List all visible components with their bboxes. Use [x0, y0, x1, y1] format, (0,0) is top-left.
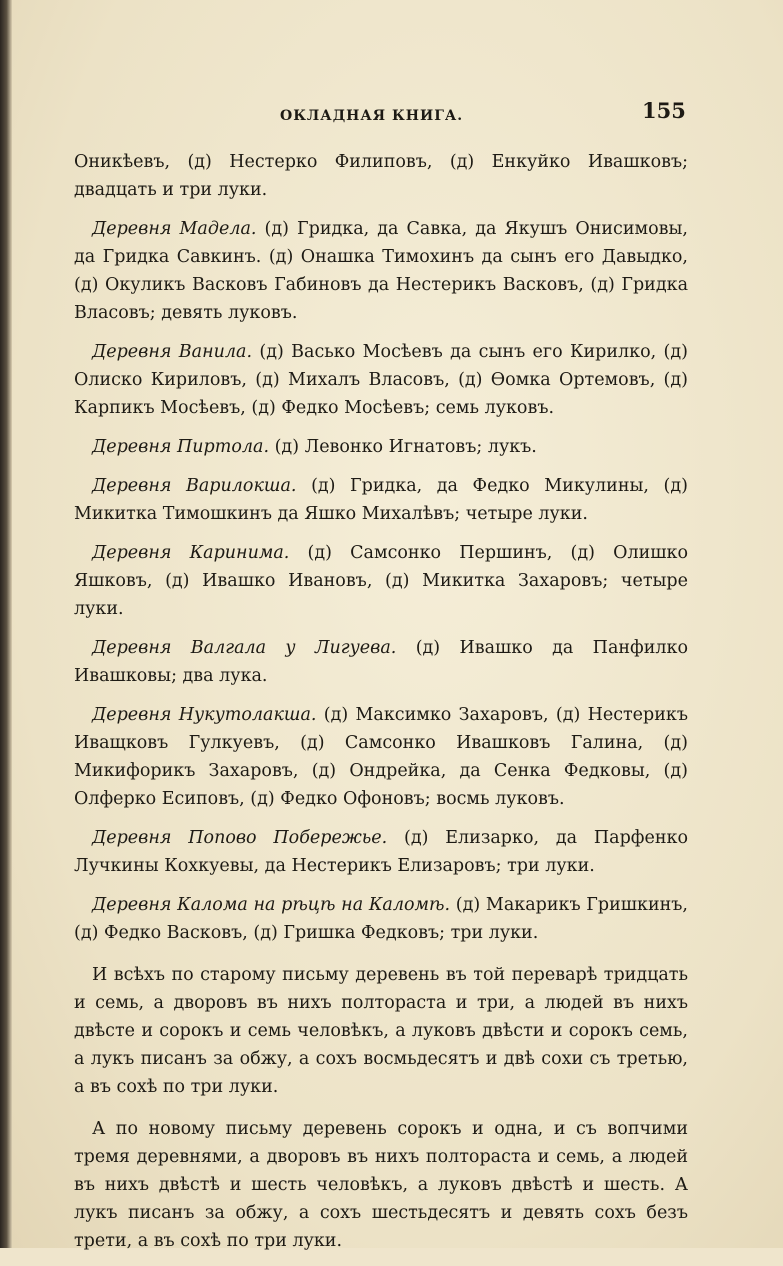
- paragraph: [74, 961, 688, 1101]
- paragraph: [74, 824, 688, 880]
- page-number: 155: [642, 98, 686, 123]
- paragraph-text: (д) Макарикъ Гришкинъ, (д) Федко Васковъ, (д) Гришка Федковъ; три луки.: [74, 895, 688, 943]
- village-name: Деревня Попово Побережье.: [92, 828, 388, 848]
- paragraph: [74, 891, 688, 947]
- paragraph: [74, 1115, 688, 1255]
- paragraph: [74, 338, 688, 422]
- paragraph: [74, 539, 688, 623]
- village-name: Деревня Валгала у Лигуева.: [92, 638, 397, 658]
- village-name: Деревня Каринима.: [92, 543, 290, 563]
- paragraph-text: (д) Васько Мосѣевъ да сынъ его Кирилко, (д) Олиско Кириловъ, (д) Михалъ Власовъ, (д) Ѳомка Ортемовъ, (д) Карпикъ Мосѣевъ, (д) Федко Мосѣевъ; семь луковъ.: [74, 342, 688, 418]
- paragraph-text: (д) Гридка, да Савка, да Якушъ Онисимовы, да Гридка Савкинъ. (д) Онашка Тимохинъ да сынъ его Давыдко, (д) Окуликъ Васковъ Габиновъ да Нестерикъ Васковъ, (д) Гридка Власовъ; девять луковъ.: [74, 219, 688, 323]
- village-name: Деревня Мадела.: [92, 219, 257, 239]
- paragraph: [74, 433, 688, 461]
- village-name: Деревня Пиртола.: [92, 437, 270, 457]
- paragraph: [74, 215, 688, 327]
- paragraph-text: (д) Левонко Игнатовъ; лукъ.: [274, 437, 537, 457]
- paragraph: [74, 701, 688, 813]
- village-name: Деревня Нукутолакша.: [92, 705, 317, 725]
- paragraph-text: А по новому письму деревень сорокъ и одна, и съ вопчими тремя деревнями, а дворовъ въ нихъ полтораста и семь, а людей въ нихъ двѣстѣ и шесть человѣкъ, а луковъ двѣстѣ и шесть. А лукъ писанъ за обжу, а сохъ шестьдесятъ и девять сохъ безъ трети, а въ сохѣ по три луки.: [74, 1119, 688, 1251]
- paragraph-text: (д) Самсонко Першинъ, (д) Олишко Яшковъ, (д) Ивашко Ивановъ, (д) Микитка Захаровъ; четыре луки.: [74, 543, 688, 619]
- paragraph: [74, 634, 688, 690]
- paragraph-text: (д) Гридка, да Федко Микулины, (д) Микитка Тимошкинъ да Яшко Михалѣвъ; четыре луки.: [74, 476, 688, 524]
- village-name: Деревня Ванила.: [92, 342, 253, 362]
- paragraph-text: (д) Максимко Захаровъ, (д) Нестерикъ Иващковъ Гулкуевъ, (д) Самсонко Ивашковъ Галина, (д) Микифорикъ Захаровъ, (д) Ондрейка, да Сенка Федковы, (д) Олферко Есиповъ, (д) Федко Офоновъ; восмь луковъ.: [74, 705, 688, 809]
- village-name: Деревня Варилокша.: [92, 476, 297, 496]
- page-body: [74, 148, 688, 1266]
- paragraph-text: Оникѣевъ, (д) Нестерко Филиповъ, (д) Енкуйко Ивашковъ; двадцать и три луки.: [74, 152, 688, 200]
- running-title: ОКЛАДНАЯ КНИГА.: [280, 108, 464, 124]
- book-page: [12, 0, 783, 1251]
- book-spine-shadow: [0, 0, 12, 1248]
- paragraph-text: И всѣхъ по старому письму деревень въ той переварѣ тридцать и семь, а дворовъ въ нихъ полтораста и три, а людей въ нихъ двѣсте и сорокъ и семь человѣкъ, а луковъ двѣсти и сорокъ семь, а лукъ писанъ за обжу, а сохъ восмьдесятъ и двѣ сохи съ третью, а въ сохѣ по три луки.: [74, 965, 688, 1097]
- running-header: [12, 98, 783, 138]
- paragraph-text: (д) Ивашко да Панфилко Ивашковы; два лука.: [74, 638, 688, 686]
- paragraph: [74, 148, 688, 204]
- paragraph: [74, 472, 688, 528]
- village-name: Деревня Калома на рѣцѣ на Каломѣ.: [92, 895, 451, 915]
- paragraph-text: (д) Елизарко, да Парфенко Лучкины Кохкуевы, да Нестерикъ Елизаровъ; три луки.: [74, 828, 688, 876]
